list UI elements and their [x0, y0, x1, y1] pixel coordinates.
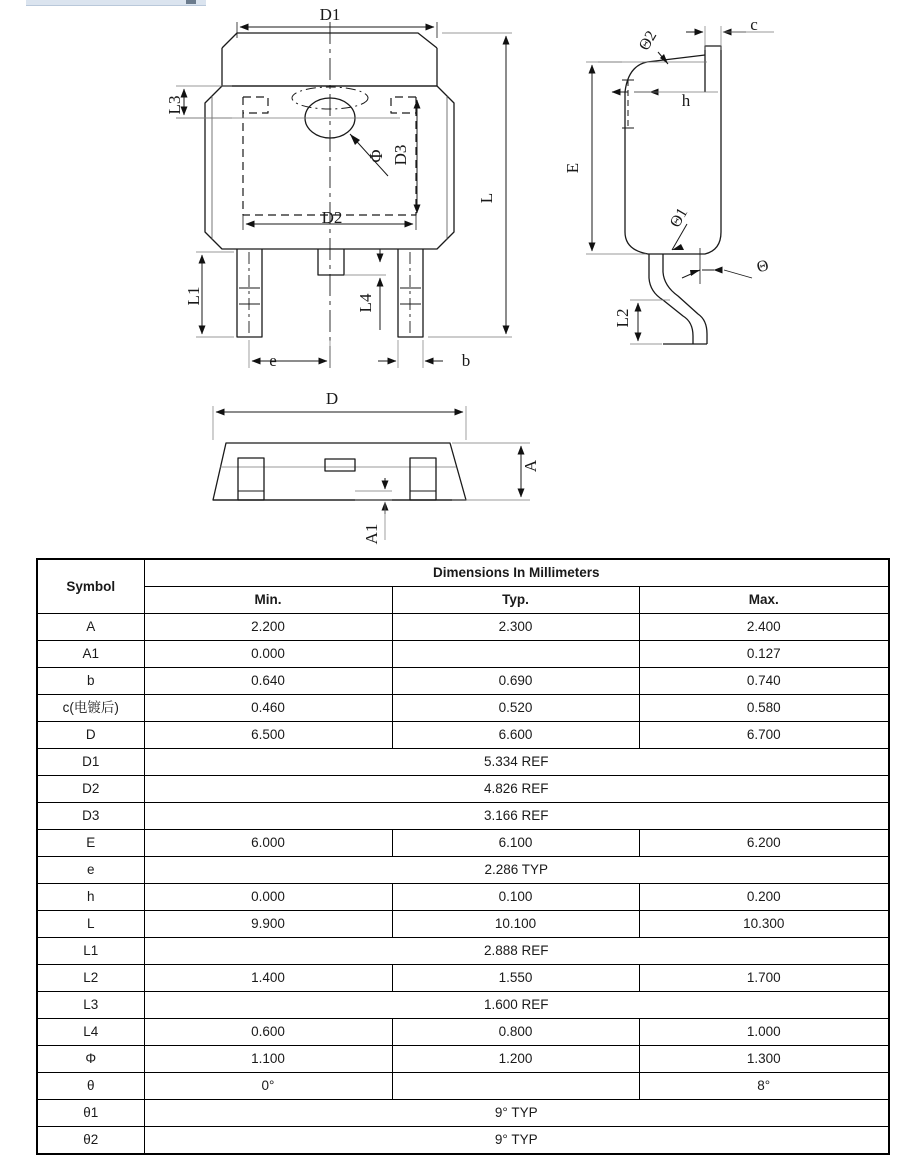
- cell-symbol: Φ: [37, 1046, 144, 1073]
- table-row: [37, 965, 889, 992]
- table-row: [37, 1100, 889, 1127]
- cell-max: 8°: [639, 1073, 889, 1100]
- cell-typ: 0.100: [392, 884, 639, 911]
- cell-max: 2.400: [639, 614, 889, 641]
- cell-typ: 10.100: [392, 911, 639, 938]
- cell-symbol: L2: [37, 965, 144, 992]
- label-d: D: [325, 389, 339, 408]
- cell-symbol: e: [37, 857, 144, 884]
- cell-value-span: 2.286 TYP: [144, 857, 889, 884]
- table-row: [37, 1073, 889, 1100]
- cell-value-span: 3.166 REF: [144, 803, 889, 830]
- table-row: [37, 1127, 889, 1155]
- cell-symbol: L1: [37, 938, 144, 965]
- table-header-row-cols: [37, 587, 889, 614]
- label-theta2: Θ2: [635, 28, 661, 54]
- label-phi: Φ: [366, 149, 386, 163]
- cell-symbol: A1: [37, 641, 144, 668]
- label-l: L: [477, 192, 496, 204]
- label-l2: L2: [613, 308, 632, 328]
- cell-min: 0.000: [144, 884, 392, 911]
- table-row: [37, 776, 889, 803]
- cell-typ: 1.200: [392, 1046, 639, 1073]
- table-row: [37, 614, 889, 641]
- cell-max: 1.000: [639, 1019, 889, 1046]
- table-row: [37, 911, 889, 938]
- table-row: [37, 641, 889, 668]
- cell-value-span: 9° TYP: [144, 1127, 889, 1155]
- label-d2: D2: [321, 208, 343, 227]
- table-header-row-group: [37, 559, 889, 587]
- side-view: [586, 26, 774, 344]
- cell-value-span: 9° TYP: [144, 1100, 889, 1127]
- table-row: [37, 695, 889, 722]
- label-e-height: E: [563, 162, 582, 174]
- cell-max: 0.200: [639, 884, 889, 911]
- label-b: b: [461, 351, 471, 370]
- cell-typ: 0.520: [392, 695, 639, 722]
- label-e-pitch: e: [269, 351, 277, 370]
- cell-min: 9.900: [144, 911, 392, 938]
- cell-max: 0.127: [639, 641, 889, 668]
- cell-min: 2.200: [144, 614, 392, 641]
- cell-symbol: b: [37, 668, 144, 695]
- front-view: [213, 406, 530, 540]
- cell-max: 6.700: [639, 722, 889, 749]
- cell-min: 1.100: [144, 1046, 392, 1073]
- dimensions-table: [36, 558, 890, 1155]
- drawing-svg: [0, 0, 922, 552]
- package-outline-drawing: [0, 0, 922, 552]
- cell-symbol: L4: [37, 1019, 144, 1046]
- dimensions-table-container: [36, 558, 888, 1155]
- cell-min: 1.400: [144, 965, 392, 992]
- cell-min: 6.500: [144, 722, 392, 749]
- header-max: Max.: [639, 587, 889, 614]
- label-a: A: [521, 459, 540, 473]
- cell-symbol: E: [37, 830, 144, 857]
- table-row: [37, 1046, 889, 1073]
- cell-max: 1.300: [639, 1046, 889, 1073]
- label-d3: D3: [391, 144, 410, 166]
- cell-symbol: h: [37, 884, 144, 911]
- cell-min: 0.600: [144, 1019, 392, 1046]
- cell-symbol: A: [37, 614, 144, 641]
- table-row: [37, 749, 889, 776]
- cell-value-span: 5.334 REF: [144, 749, 889, 776]
- label-d1: D1: [319, 5, 341, 24]
- cell-typ: 0.800: [392, 1019, 639, 1046]
- table-row: [37, 830, 889, 857]
- cell-min: 0°: [144, 1073, 392, 1100]
- cell-symbol: D: [37, 722, 144, 749]
- cell-min: 0.640: [144, 668, 392, 695]
- cell-max: 10.300: [639, 911, 889, 938]
- cell-symbol: c(电镀后): [37, 695, 144, 722]
- table-row: [37, 884, 889, 911]
- table-row: [37, 992, 889, 1019]
- cell-symbol: θ1: [37, 1100, 144, 1127]
- cell-symbol: L: [37, 911, 144, 938]
- table-row: [37, 668, 889, 695]
- cell-value-span: 1.600 REF: [144, 992, 889, 1019]
- cell-max: 0.740: [639, 668, 889, 695]
- label-l4: L4: [356, 293, 375, 313]
- cell-min: 0.460: [144, 695, 392, 722]
- cell-typ: 0.690: [392, 668, 639, 695]
- cell-symbol: D3: [37, 803, 144, 830]
- cell-typ: 2.300: [392, 614, 639, 641]
- table-row: [37, 1019, 889, 1046]
- cell-max: 6.200: [639, 830, 889, 857]
- cell-min: 0.000: [144, 641, 392, 668]
- cell-symbol: D2: [37, 776, 144, 803]
- cell-symbol: θ: [37, 1073, 144, 1100]
- label-theta1: Θ1: [666, 205, 692, 231]
- label-a1: A1: [362, 523, 381, 545]
- cell-max: 0.580: [639, 695, 889, 722]
- label-l1: L1: [184, 286, 203, 306]
- header-typ: Typ.: [392, 587, 639, 614]
- header-dimensions-group: Dimensions In Millimeters: [144, 559, 889, 587]
- cell-max: 1.700: [639, 965, 889, 992]
- cell-min: 6.000: [144, 830, 392, 857]
- cell-typ: 6.100: [392, 830, 639, 857]
- cell-symbol: D1: [37, 749, 144, 776]
- table-row: [37, 857, 889, 884]
- table-row: [37, 938, 889, 965]
- label-theta: Θ: [755, 256, 771, 277]
- cell-value-span: 2.888 REF: [144, 938, 889, 965]
- table-row: [37, 722, 889, 749]
- cell-symbol: θ2: [37, 1127, 144, 1155]
- top-view: [176, 22, 512, 370]
- cell-typ: [392, 1073, 639, 1100]
- header-symbol: Symbol: [37, 559, 144, 614]
- cell-typ: 1.550: [392, 965, 639, 992]
- header-min: Min.: [144, 587, 392, 614]
- label-c: c: [750, 15, 758, 34]
- table-body: [37, 614, 889, 1155]
- cell-typ: 6.600: [392, 722, 639, 749]
- cell-symbol: L3: [37, 992, 144, 1019]
- label-l3: L3: [165, 95, 184, 115]
- table-header: [37, 559, 889, 614]
- table-row: [37, 803, 889, 830]
- label-h: h: [681, 91, 691, 110]
- cell-value-span: 4.826 REF: [144, 776, 889, 803]
- cell-typ: [392, 641, 639, 668]
